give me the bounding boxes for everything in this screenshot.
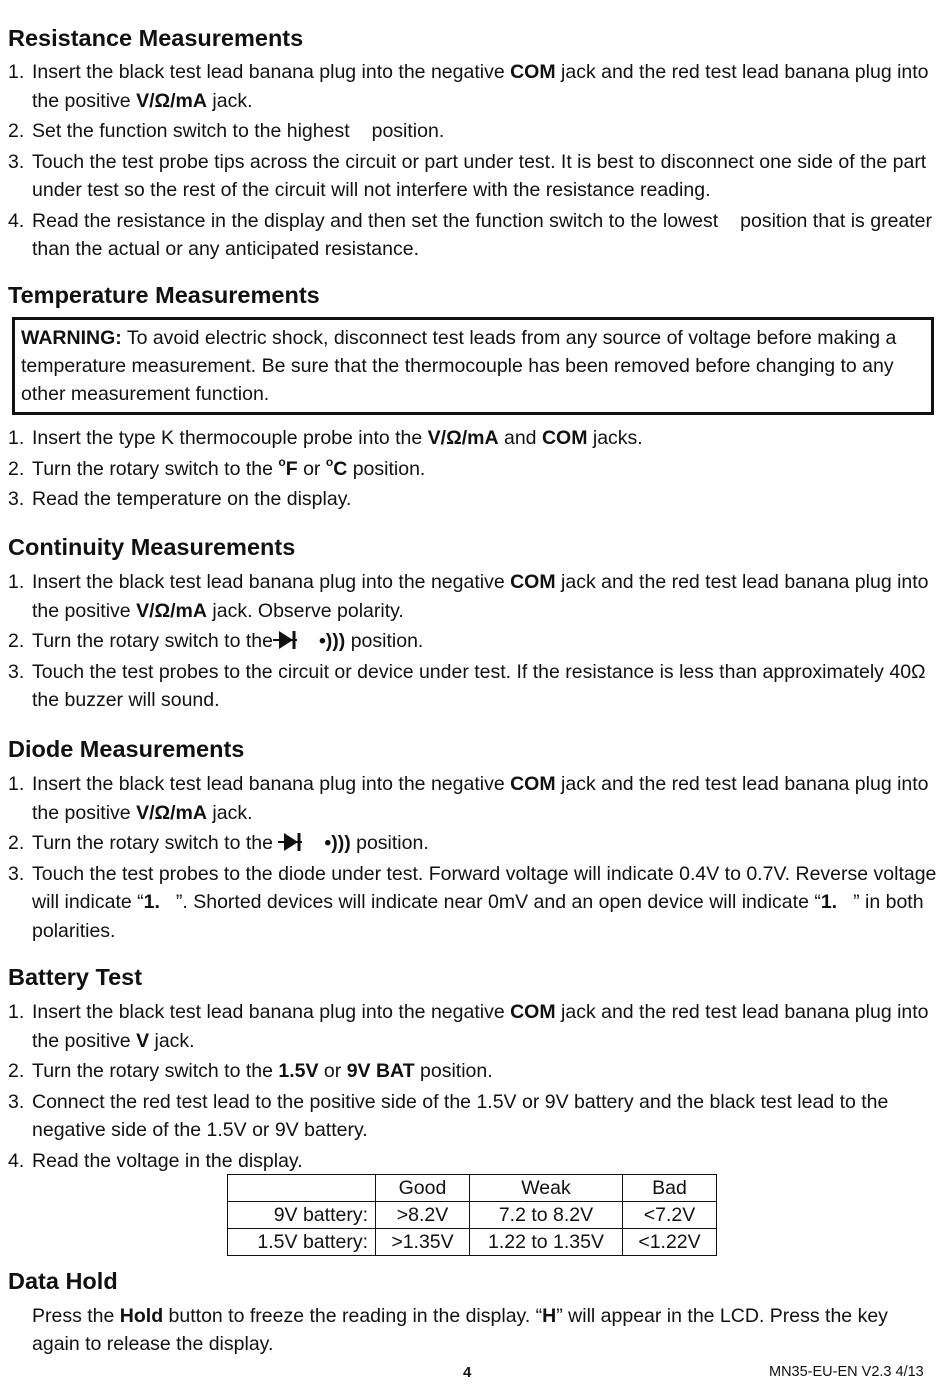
diode-symbol-icon: [278, 831, 324, 853]
list-item: 1. Insert the black test lead banana plug into the negative COM jack and the red test lead banana plug into the positive V/Ω/mA jack.: [8, 773, 929, 824]
list-item: 3. Touch the test probe tips across the circuit or part under test. It is best to disconnect one side of the part under test so the rest of the circuit will not interfere with the resistance reading.: [8, 150, 927, 201]
continuity-steps: [8, 568, 943, 717]
list-item: 3. Touch the test probes to the diode under test. Forward voltage will indicate 0.4V to 0.7V. Reverse voltage will indicate “1. ”. Shorted devices will indicate near 0mV and an open device will indicate “1. ” in both polarities.: [8, 862, 937, 942]
resistance-heading: Resistance Measurements: [8, 25, 304, 51]
resistance-steps: [8, 58, 943, 266]
battery-heading: Battery Test: [8, 964, 143, 990]
diode-steps: [8, 770, 943, 947]
list-item: 1. Insert the type K thermocouple probe into the V/Ω/mA and COM jacks.: [8, 427, 643, 449]
list-item: 1. Insert the black test lead banana plug into the negative COM jack and the red test lead banana plug into the positive V/Ω/mA jack. Observe polarity.: [8, 571, 929, 622]
battery-steps: [8, 998, 943, 1177]
document-code: MN35-EU-EN V2.3 4/13: [769, 1364, 924, 1380]
list-item: 2. Turn the rotary switch to the $^o$F or $^o$C position.: [8, 454, 426, 480]
list-item: 2. Turn the rotary switch to the •))) position.: [8, 630, 424, 652]
diode-heading: Diode Measurements: [8, 736, 245, 762]
warning-box: [12, 317, 934, 415]
continuity-heading: Continuity Measurements: [8, 534, 296, 560]
list-item: 2. Set the function switch to the highest position.: [8, 120, 445, 142]
list-item: 4. Read the voltage in the display.: [8, 1149, 303, 1172]
list-item: 2. Turn the rotary switch to the •))) position.: [8, 832, 429, 854]
list-item: 4. Read the resistance in the display and then set the function switch to the lowest position that is greater than the actual or any anticipated resistance.: [8, 209, 933, 260]
table-row: 1.5V battery: >1.35V 1.22 to 1.35V <1.22V: [228, 1229, 717, 1256]
list-item: 3. Touch the test probes to the circuit or device under test. If the resistance is less than approximately 40Ω the buzzer will sound.: [8, 660, 926, 711]
data-hold-paragraph: Press the Hold button to freeze the reading in the display. “H” will appear in the LCD. Press the key again to release the display.: [32, 1305, 888, 1355]
list-item: 3. Read the temperature on the display.: [8, 488, 352, 510]
battery-table: [227, 1174, 717, 1256]
list-item: 2. Turn the rotary switch to the 1.5V or 9V BAT position.: [8, 1060, 493, 1082]
temperature-steps: [8, 424, 943, 516]
list-item: 1. Insert the black test lead banana plug into the negative COM jack and the red test lead banana plug into the positive V/Ω/mA jack.: [8, 61, 929, 112]
warning-label: WARNING:: [21, 327, 122, 349]
page-number: 4: [463, 1364, 472, 1381]
list-item: 3. Connect the red test lead to the positive side of the 1.5V or 9V battery and the black test lead to the negative side of the 1.5V or 9V battery.: [8, 1090, 889, 1141]
warning-text: To avoid electric shock, disconnect test leads from any source of voltage before making a temperature measurement. Be sure that the thermocouple has been removed before changing to any other measurement function.: [21, 327, 897, 405]
table-header-row: Good Weak Bad: [228, 1175, 717, 1202]
list-item: 1. Insert the black test lead banana plug into the negative COM jack and the red test lead banana plug into the positive V jack.: [8, 1001, 929, 1052]
table-row: 9V battery: >8.2V 7.2 to 8.2V <7.2V: [228, 1202, 717, 1229]
temperature-heading: Temperature Measurements: [8, 282, 320, 308]
diode-symbol-icon: [273, 629, 319, 651]
data-hold-heading: Data Hold: [8, 1268, 118, 1294]
